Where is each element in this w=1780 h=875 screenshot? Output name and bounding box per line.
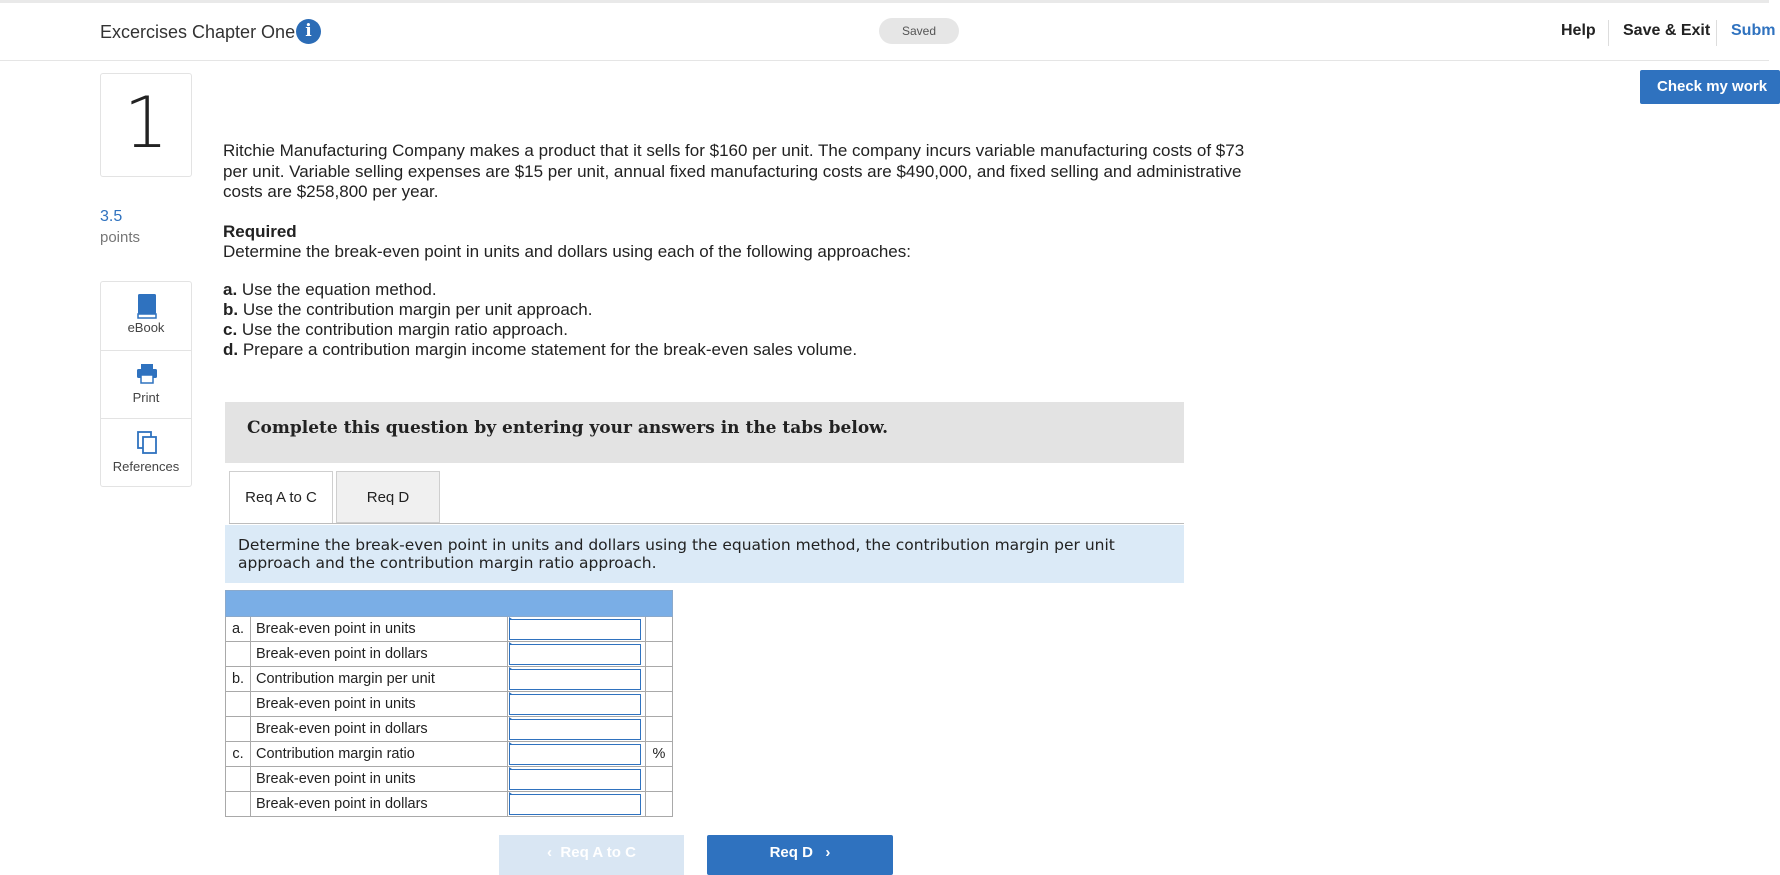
cm-ratio-input[interactable] bbox=[509, 744, 641, 765]
printer-icon bbox=[135, 363, 159, 385]
assignment-title: Excercises Chapter One bbox=[100, 22, 296, 42]
table-row: Break-even point in dollars bbox=[226, 792, 673, 817]
assignment-header bbox=[0, 3, 1776, 61]
breakeven-dollars-b-input[interactable] bbox=[509, 719, 641, 740]
cm-per-unit-input[interactable] bbox=[509, 669, 641, 690]
ebook-button[interactable] bbox=[101, 282, 191, 350]
chevron-left-icon: ‹ bbox=[547, 844, 553, 861]
problem-statement: Ritchie Manufacturing Company makes a product that it sells for $160 per unit. The company incurs variable manufacturing costs of $73 per unit. Variable selling expenses are $15 per unit, annual fixed manufacturing costs are $490,000, and fixed selling and administrative costs are $258,800 per year. bbox=[223, 141, 1245, 201]
requirements-list bbox=[223, 280, 857, 360]
complete-question-banner bbox=[225, 402, 1184, 463]
prev-req-label: Req A to C bbox=[560, 844, 636, 861]
instruction-text: Determine the break-even point in units and dollars using the equation method, the contribution margin per unit approach and the contribution margin ratio approach. bbox=[238, 536, 1115, 572]
required-heading: Required bbox=[223, 222, 297, 241]
table-header-row bbox=[226, 591, 673, 617]
chevron-right-icon: › bbox=[825, 844, 831, 861]
print-button[interactable] bbox=[101, 351, 191, 419]
question-number-box bbox=[100, 73, 192, 177]
table-row: a. Break-even point in units bbox=[226, 617, 673, 642]
list-item: a. Use the equation method. bbox=[223, 280, 437, 299]
complete-question-text: Complete this question by entering your answers in the tabs below. bbox=[247, 418, 888, 438]
breakeven-units-a-input[interactable] bbox=[509, 619, 641, 640]
instruction-box bbox=[225, 525, 1184, 583]
breakeven-units-b-input[interactable] bbox=[509, 694, 641, 715]
references-button[interactable] bbox=[101, 419, 191, 487]
list-item: c. Use the contribution margin ratio approach. bbox=[223, 320, 568, 339]
save-exit-link[interactable]: Save & Exit bbox=[1623, 22, 1711, 39]
table-row: Break-even point in units bbox=[226, 767, 673, 792]
info-icon[interactable]: i bbox=[296, 19, 321, 44]
help-link[interactable]: Help bbox=[1561, 22, 1596, 39]
prev-req-button[interactable] bbox=[499, 835, 684, 875]
list-item: d. Prepare a contribution margin income statement for the break-even sales volume. bbox=[223, 340, 858, 359]
required-description: Determine the break-even point in units and dollars using each of the following approaches: bbox=[223, 242, 911, 261]
ebook-label: eBook bbox=[127, 320, 165, 335]
table-row: c. Contribution margin ratio % bbox=[226, 742, 673, 767]
breakeven-dollars-c-input[interactable] bbox=[509, 794, 641, 815]
header-divider bbox=[1608, 20, 1609, 46]
book-icon bbox=[135, 293, 159, 319]
saved-status-badge: Saved bbox=[879, 18, 959, 44]
breakeven-units-c-input[interactable] bbox=[509, 769, 641, 790]
tab-req-d[interactable]: Req D bbox=[336, 471, 440, 523]
percent-unit: % bbox=[646, 742, 673, 767]
next-req-button[interactable] bbox=[707, 835, 893, 875]
check-my-work-button[interactable]: Check my work bbox=[1640, 70, 1780, 104]
answer-table bbox=[225, 590, 673, 817]
question-number: 1 bbox=[123, 82, 169, 164]
tab-req-a-to-c[interactable]: Req A to C bbox=[229, 471, 333, 523]
list-item: b. Use the contribution margin per unit approach. bbox=[223, 300, 593, 319]
table-row: Break-even point in dollars bbox=[226, 642, 673, 667]
copy-icon bbox=[135, 430, 159, 456]
print-label: Print bbox=[132, 390, 160, 405]
submit-link[interactable]: Subm bbox=[1731, 22, 1776, 39]
points-value: 3.5 bbox=[100, 208, 123, 225]
table-row: Break-even point in units bbox=[226, 692, 673, 717]
references-label: References bbox=[112, 459, 180, 474]
table-row: b. Contribution margin per unit bbox=[226, 667, 673, 692]
header-divider bbox=[1716, 20, 1717, 46]
question-tools-panel bbox=[100, 281, 192, 487]
breakeven-dollars-a-input[interactable] bbox=[509, 644, 641, 665]
next-req-label: Req D bbox=[769, 844, 813, 861]
table-row: Break-even point in dollars bbox=[226, 717, 673, 742]
points-label: points bbox=[100, 229, 141, 246]
tab-underline bbox=[229, 523, 1184, 524]
